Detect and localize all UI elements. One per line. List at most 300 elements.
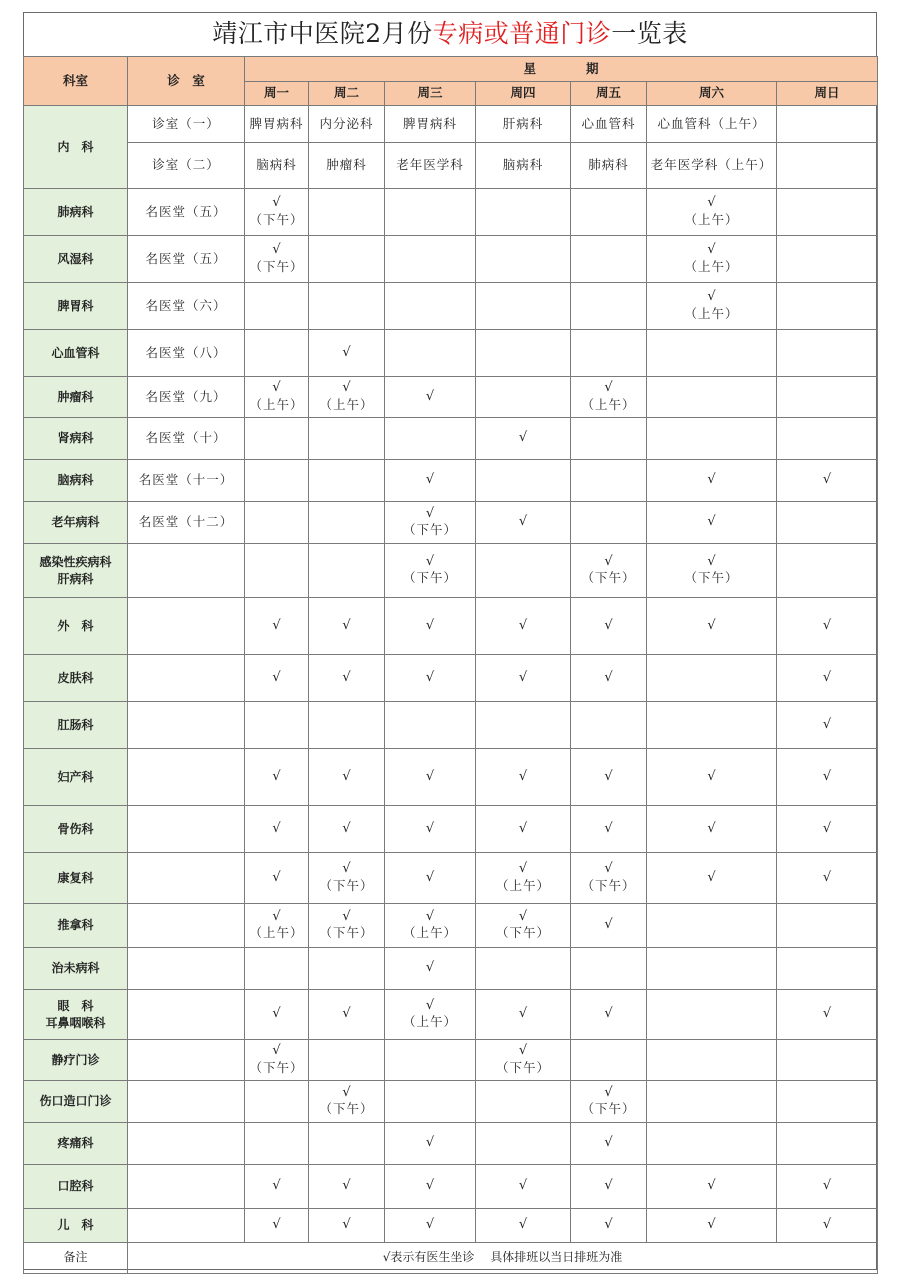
table-row <box>24 1209 878 1243</box>
check-mark: √ <box>425 820 435 836</box>
check-mark: √ <box>707 195 716 211</box>
schedule-cell <box>245 702 309 749</box>
schedule-cell <box>777 460 878 502</box>
schedule-cell <box>385 806 476 853</box>
schedule-table <box>23 56 878 1274</box>
check-mark: √ <box>707 617 716 633</box>
schedule-cell <box>245 236 309 283</box>
schedule-cell <box>385 418 476 460</box>
schedule-cell <box>777 598 878 655</box>
schedule-cell <box>385 502 476 544</box>
schedule-cell <box>245 418 309 460</box>
schedule-cell <box>385 1040 476 1081</box>
schedule-cell <box>476 1165 571 1209</box>
session-label: （下午） <box>319 925 374 941</box>
clinic-cell: 脑病科 <box>245 143 309 189</box>
schedule-cell <box>647 1040 777 1081</box>
dept-label: 皮肤科 <box>57 670 94 685</box>
header-day: 周三 <box>385 82 476 106</box>
schedule-cell <box>777 806 878 853</box>
dept-label: 肝病科 <box>57 571 94 586</box>
schedule-cell <box>385 853 476 904</box>
check-mark: √ <box>518 430 528 446</box>
dept-label: 静疗门诊 <box>51 1052 100 1067</box>
schedule-cell <box>309 283 385 330</box>
dept-cell <box>24 283 128 330</box>
check-mark: √ <box>822 869 832 885</box>
schedule-cell <box>245 1081 309 1123</box>
schedule-cell <box>385 655 476 702</box>
schedule-cell <box>245 330 309 377</box>
room-cell: 名医堂（五） <box>128 236 245 283</box>
check-mark: √ <box>425 617 435 633</box>
schedule-cell <box>309 189 385 236</box>
check-mark: √ <box>425 997 435 1013</box>
clinic-cell: 老年医学科（上午） <box>647 143 777 189</box>
session-label: （上午） <box>581 396 636 412</box>
check-mark: √ <box>707 768 716 784</box>
schedule-cell <box>309 236 385 283</box>
schedule-cell <box>245 806 309 853</box>
schedule-cell <box>647 189 777 236</box>
room-cell: 名医堂（九） <box>128 377 245 418</box>
check-mark: √ <box>604 669 613 685</box>
room-cell: 诊室（一） <box>128 106 245 143</box>
dept-cell <box>24 460 128 502</box>
dept-cell <box>24 655 128 702</box>
header-day: 周六 <box>647 82 777 106</box>
room-cell: 名医堂（五） <box>128 189 245 236</box>
check-mark: √ <box>342 1084 351 1100</box>
clinic-cell: 脾胃病科 <box>245 106 309 143</box>
schedule-cell <box>476 377 571 418</box>
dept-label: 外 科 <box>57 618 94 633</box>
check-mark: √ <box>342 861 351 877</box>
schedule-cell <box>647 853 777 904</box>
schedule-cell <box>571 702 647 749</box>
check-mark: √ <box>604 380 613 396</box>
check-mark: √ <box>707 869 716 885</box>
schedule-cell <box>385 1165 476 1209</box>
schedule-cell <box>385 904 476 948</box>
table-row <box>24 1123 878 1165</box>
schedule-cell <box>476 806 571 853</box>
check-mark: √ <box>822 768 832 784</box>
check-mark: √ <box>425 388 435 404</box>
check-mark: √ <box>707 242 716 258</box>
dept-cell <box>24 853 128 904</box>
schedule-cell <box>571 236 647 283</box>
table-row <box>24 990 878 1040</box>
schedule-cell <box>385 330 476 377</box>
table-row <box>24 806 878 853</box>
clinic-cell: 心血管科（上午） <box>647 106 777 143</box>
schedule-cell <box>309 853 385 904</box>
schedule-cell <box>385 189 476 236</box>
dept-label: 脾胃科 <box>57 298 94 313</box>
schedule-cell <box>647 330 777 377</box>
dept-label: 肿瘤科 <box>57 389 94 404</box>
check-mark: √ <box>822 669 832 685</box>
header-day: 周四 <box>476 82 571 106</box>
schedule-cell <box>777 702 878 749</box>
schedule-cell <box>647 1081 777 1123</box>
schedule-cell <box>571 283 647 330</box>
table-row <box>24 330 878 377</box>
schedule-cell <box>777 749 878 806</box>
schedule-cell <box>647 283 777 330</box>
table-row <box>24 544 878 598</box>
check-mark: √ <box>342 908 351 924</box>
room-cell: 名医堂（十二） <box>128 502 245 544</box>
session-label: （下午） <box>684 570 739 586</box>
check-mark: √ <box>707 289 716 305</box>
check-mark: √ <box>518 1217 528 1233</box>
check-mark: √ <box>272 1006 281 1022</box>
check-mark: √ <box>425 1178 435 1194</box>
session-label: （下午） <box>249 258 304 274</box>
schedule-cell <box>476 502 571 544</box>
room-cell: 名医堂（十一） <box>128 460 245 502</box>
schedule-cell <box>571 1123 647 1165</box>
note-row <box>24 1243 878 1274</box>
session-label: （上午） <box>249 396 304 412</box>
table-row <box>24 853 878 904</box>
room-cell <box>128 853 245 904</box>
check-mark: √ <box>342 344 351 360</box>
room-cell: 名医堂（六） <box>128 283 245 330</box>
check-mark: √ <box>518 1006 528 1022</box>
dept-label: 脑病科 <box>57 473 94 488</box>
clinic-cell: 老年医学科 <box>385 143 476 189</box>
table-row <box>24 702 878 749</box>
header-day: 周日 <box>777 82 878 106</box>
schedule-cell <box>571 544 647 598</box>
check-mark: √ <box>272 768 281 784</box>
clinic-cell: 肿瘤科 <box>309 143 385 189</box>
schedule-cell <box>647 1209 777 1243</box>
room-cell: 名医堂（八） <box>128 330 245 377</box>
table-row <box>24 1081 878 1123</box>
schedule-cell <box>309 948 385 990</box>
check-mark: √ <box>272 908 281 924</box>
session-label: （下午） <box>402 522 457 538</box>
room-cell <box>128 1040 245 1081</box>
check-mark: √ <box>604 917 613 933</box>
schedule-cell <box>777 655 878 702</box>
room-cell <box>128 749 245 806</box>
schedule-cell <box>309 806 385 853</box>
schedule-cell <box>385 1123 476 1165</box>
check-mark: √ <box>425 869 435 885</box>
check-mark: √ <box>604 768 613 784</box>
room-cell: 诊室（二） <box>128 143 245 189</box>
schedule-cell <box>309 655 385 702</box>
schedule-cell <box>476 853 571 904</box>
dept-cell <box>24 236 128 283</box>
clinic-cell: 肝病科 <box>476 106 571 143</box>
title-highlight: 专病或普通门诊 <box>432 19 612 48</box>
check-mark: √ <box>425 1217 435 1233</box>
session-label: （下午） <box>249 1059 304 1075</box>
clinic-cell: 脾胃病科 <box>385 106 476 143</box>
schedule-cell <box>571 330 647 377</box>
dept-label: 治未病科 <box>51 961 100 976</box>
header-day: 周五 <box>571 82 647 106</box>
dept-label: 推拿科 <box>57 918 94 933</box>
schedule-cell <box>309 1123 385 1165</box>
schedule-cell <box>476 948 571 990</box>
dept-label: 疼痛科 <box>57 1136 94 1151</box>
check-mark: √ <box>272 669 281 685</box>
schedule-cell <box>309 544 385 598</box>
schedule-cell <box>309 1209 385 1243</box>
schedule-cell <box>245 990 309 1040</box>
schedule-cell <box>647 990 777 1040</box>
table-row <box>24 749 878 806</box>
session-label: （下午） <box>319 877 374 893</box>
schedule-cell <box>571 502 647 544</box>
schedule-cell <box>777 1081 878 1123</box>
dept-label: 肺病科 <box>57 204 94 219</box>
title-suffix: 一览表 <box>611 19 688 48</box>
schedule-cell <box>309 1165 385 1209</box>
dept-cell <box>24 418 128 460</box>
table-row <box>24 655 878 702</box>
table-row <box>24 189 878 236</box>
room-cell <box>128 948 245 990</box>
clinic-cell: 心血管科 <box>571 106 647 143</box>
note-label: 备注 <box>24 1243 128 1274</box>
check-mark: √ <box>342 768 351 784</box>
room-cell <box>128 598 245 655</box>
schedule-cell <box>571 377 647 418</box>
dept-label: 肛肠科 <box>57 717 94 732</box>
schedule-cell <box>571 904 647 948</box>
check-mark: √ <box>604 1217 613 1233</box>
page-title <box>23 12 877 56</box>
check-mark: √ <box>272 380 281 396</box>
check-mark: √ <box>272 1178 281 1194</box>
dept-label: 心血管科 <box>51 345 100 360</box>
check-mark: √ <box>707 514 716 530</box>
table-row <box>24 460 878 502</box>
session-label: （上午） <box>249 925 304 941</box>
schedule-cell <box>647 749 777 806</box>
dept-cell <box>24 1040 128 1081</box>
schedule-cell <box>476 1040 571 1081</box>
check-mark: √ <box>342 380 351 396</box>
schedule-cell <box>309 1040 385 1081</box>
room-cell <box>128 1123 245 1165</box>
schedule-cell <box>476 904 571 948</box>
schedule-cell <box>647 904 777 948</box>
check-mark: √ <box>822 617 832 633</box>
schedule-cell <box>245 1123 309 1165</box>
schedule-cell <box>245 544 309 598</box>
schedule-cell <box>476 283 571 330</box>
schedule-cell <box>309 749 385 806</box>
schedule-cell <box>777 1123 878 1165</box>
clinic-cell: 内分泌科 <box>309 106 385 143</box>
schedule-cell <box>385 1081 476 1123</box>
schedule-cell <box>777 418 878 460</box>
dept-cell <box>24 544 128 598</box>
room-cell <box>128 655 245 702</box>
schedule-cell <box>571 990 647 1040</box>
schedule-cell <box>309 460 385 502</box>
dept-neike: 内 科 <box>24 106 128 189</box>
check-mark: √ <box>342 617 351 633</box>
schedule-cell <box>571 460 647 502</box>
check-mark: √ <box>822 820 832 836</box>
check-mark: √ <box>707 820 716 836</box>
check-mark: √ <box>518 820 528 836</box>
dept-cell <box>24 904 128 948</box>
check-mark: √ <box>604 1135 613 1151</box>
schedule-cell <box>476 460 571 502</box>
schedule-cell <box>777 1209 878 1243</box>
check-mark: √ <box>342 669 351 685</box>
dept-cell <box>24 1081 128 1123</box>
table-row <box>24 143 878 189</box>
check-mark: √ <box>707 553 716 569</box>
session-label: （上午） <box>684 305 739 321</box>
check-mark: √ <box>604 1178 613 1194</box>
session-label: （下午） <box>581 570 636 586</box>
schedule-cell <box>385 749 476 806</box>
schedule-cell <box>647 460 777 502</box>
dept-label: 肾病科 <box>57 431 94 446</box>
dept-label: 老年病科 <box>51 515 100 530</box>
check-mark: √ <box>707 472 716 488</box>
check-mark: √ <box>707 1217 716 1233</box>
room-cell <box>128 1165 245 1209</box>
session-label: （下午） <box>319 1101 374 1117</box>
header-day: 周一 <box>245 82 309 106</box>
schedule-cell <box>309 702 385 749</box>
check-mark: √ <box>518 1043 528 1059</box>
check-mark: √ <box>425 553 435 569</box>
check-mark: √ <box>272 820 281 836</box>
session-label: （上午） <box>684 258 739 274</box>
schedule-cell <box>245 502 309 544</box>
schedule-cell <box>245 948 309 990</box>
note-text: √表示有医生坐诊 具体排班以当日排班为准 <box>128 1243 878 1274</box>
schedule-cell <box>309 1081 385 1123</box>
check-mark: √ <box>272 1043 281 1059</box>
check-mark: √ <box>425 1135 435 1151</box>
schedule-cell <box>309 418 385 460</box>
schedule-cell <box>476 1123 571 1165</box>
check-mark: √ <box>272 1217 281 1233</box>
dept-label: 儿 科 <box>57 1218 94 1233</box>
schedule-cell <box>385 236 476 283</box>
header-day: 周二 <box>309 82 385 106</box>
table-row <box>24 106 878 143</box>
check-mark: √ <box>272 242 281 258</box>
schedule-cell <box>571 749 647 806</box>
table-row <box>24 418 878 460</box>
dept-label: 眼 科 <box>57 999 94 1014</box>
dept-cell <box>24 1165 128 1209</box>
room-cell <box>128 806 245 853</box>
session-label: （上午） <box>402 925 457 941</box>
schedule-cell <box>309 377 385 418</box>
schedule-cell <box>385 544 476 598</box>
schedule-cell <box>385 598 476 655</box>
schedule-cell <box>476 598 571 655</box>
schedule-cell <box>647 1123 777 1165</box>
dept-label: 口腔科 <box>57 1179 94 1194</box>
check-mark: √ <box>518 514 528 530</box>
schedule-cell <box>309 502 385 544</box>
table-row <box>24 236 878 283</box>
table-row <box>24 948 878 990</box>
dept-label: 骨伤科 <box>57 821 94 836</box>
check-mark: √ <box>425 669 435 685</box>
schedule-cell <box>385 1209 476 1243</box>
schedule-cell <box>777 990 878 1040</box>
schedule-cell <box>385 948 476 990</box>
schedule-cell <box>245 904 309 948</box>
schedule-cell <box>777 283 878 330</box>
schedule-cell <box>571 189 647 236</box>
check-mark: √ <box>604 820 613 836</box>
session-label: （上午） <box>319 396 374 412</box>
schedule-cell <box>476 418 571 460</box>
schedule-cell <box>571 948 647 990</box>
room-cell <box>128 990 245 1040</box>
dept-cell <box>24 330 128 377</box>
check-mark: √ <box>518 861 528 877</box>
schedule-cell <box>476 236 571 283</box>
check-mark: √ <box>604 1084 613 1100</box>
table-row <box>24 1165 878 1209</box>
dept-cell <box>24 749 128 806</box>
session-label: （下午） <box>402 570 457 586</box>
schedule-cell <box>647 502 777 544</box>
schedule-cell <box>571 1081 647 1123</box>
dept-label: 康复科 <box>57 870 94 885</box>
check-mark: √ <box>425 768 435 784</box>
check-mark: √ <box>822 472 832 488</box>
dept-cell <box>24 1209 128 1243</box>
dept-cell <box>24 502 128 544</box>
schedule-cell <box>245 283 309 330</box>
check-mark: √ <box>822 1217 832 1233</box>
dept-cell <box>24 806 128 853</box>
schedule-cell <box>245 460 309 502</box>
schedule-cell <box>647 377 777 418</box>
schedule-cell <box>309 904 385 948</box>
header-week: 星 期 <box>245 57 878 82</box>
schedule-cell <box>245 1209 309 1243</box>
schedule-cell <box>245 189 309 236</box>
dept-cell <box>24 990 128 1040</box>
schedule-cell <box>647 655 777 702</box>
check-mark: √ <box>342 1217 351 1233</box>
schedule-cell <box>385 702 476 749</box>
check-mark: √ <box>342 820 351 836</box>
check-mark: √ <box>272 869 281 885</box>
check-mark: √ <box>425 505 435 521</box>
dept-cell <box>24 377 128 418</box>
schedule-cell <box>647 236 777 283</box>
check-mark: √ <box>518 669 528 685</box>
dept-label: 风湿科 <box>57 251 94 266</box>
check-mark: √ <box>518 768 528 784</box>
